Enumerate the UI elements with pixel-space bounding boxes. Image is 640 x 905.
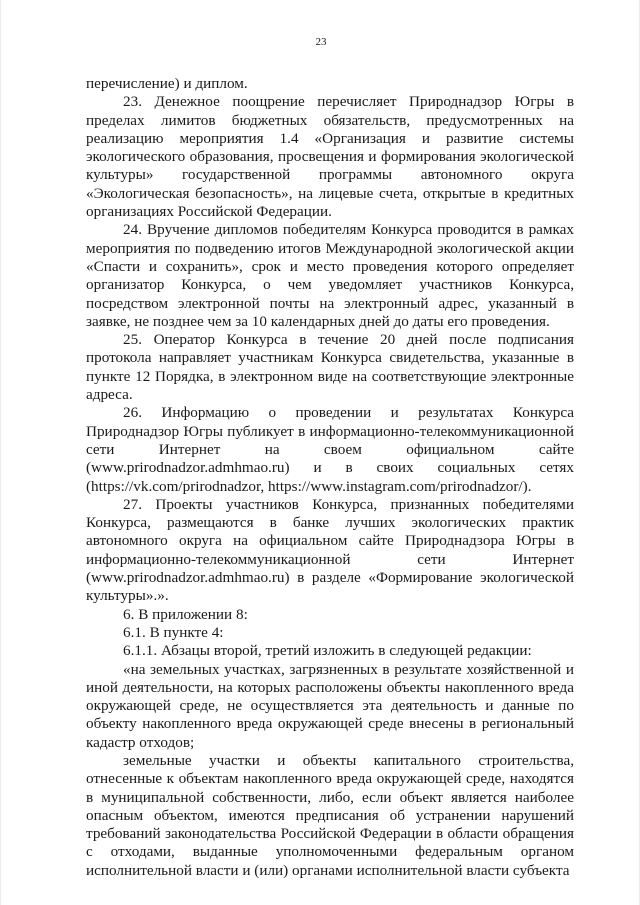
paragraph: «на земельных участках, загрязненных в результате хозяйственной и иной деятельности, на которых расположены объекты накопленного вреда окружающей среде, не осуществляется эта деятельность и данные по объекту накопленного вреда окружающей среде внесены в региональный кадастр отходов; (86, 660, 574, 751)
page-number: 23 (315, 36, 327, 48)
paragraph: 6. В приложении 8: (123, 605, 248, 623)
document-body (86, 75, 574, 880)
paragraph: 24. Вручение дипломов победителям Конкурса проводится в рамках мероприятия по подведению итогов Международной экологической акции «Спасти и сохранить», срок и место проведения которого определяет организатор Конкурса, о чем уведомляет участников Конкурса, посредством электронной почты на электронный адрес, указанный в заявке, не позднее чем за 10 календарных дней до даты его проведения. (86, 221, 574, 330)
paragraph: 6.1. В пункте 4: (123, 623, 224, 641)
paragraph: 6.1.1. Абзацы второй, третий изложить в следующей редакции: (123, 642, 532, 660)
paragraph: земельные участки и объекты капитального строительства, отнесенные к объектам накопленного вреда окружающей среде, находятся в муниципальной собственности, либо, если объект является наиболее опасным объектом, имеются предписания об устранении нарушений требований законодательства Российской Федерации в области обращения с отходами, выданные уполномоченными федеральным органом исполнительной власти и (или) органами исполнительной власти субъекта (86, 751, 574, 879)
paragraph: 27. Проекты участников Конкурса, признанных победителями Конкурса, размещаются в банке лучших экологических практик автономного округа на официальном сайте Природнадзора Югры в информационно-телекоммуникационной сети Интернет (www.prirodnadzor.admhmao.ru) в разделе «Формирование экологической культуры».». (86, 495, 574, 605)
paragraph: 23. Денежное поощрение перечисляет Природнадзор Югры в пределах лимитов бюджетных обязательств, предусмотренных на реализацию мероприятия 1.4 «Организация и развитие системы экологического образования, просвещения и формирования экологической культуры» государственной программы автономного округа «Экологическая безопасность», на лицевые счета, открытые в кредитных организациях Российской Федерации. (86, 93, 574, 221)
paragraph: перечисление) и диплом. (86, 75, 248, 92)
paragraph: 26. Информацию о проведении и результатах Конкурса Природнадзор Югры публикует в информационно-телекоммуникационной сети Интернет на своем официальном сайте (www.prirodnadzor.admhmao.ru) и в своих социальных сетях (https://vk.com/prirodnadzor, https://www.instagram.com/prirodnadzor/). (86, 404, 574, 495)
paragraph: 25. Оператор Конкурса в течение 20 дней после подписания протокола направляет участникам Конкурса свидетельства, указанные в пункте 12 Порядка, в электронном виде на соответствующие электронные адреса. (86, 331, 574, 404)
